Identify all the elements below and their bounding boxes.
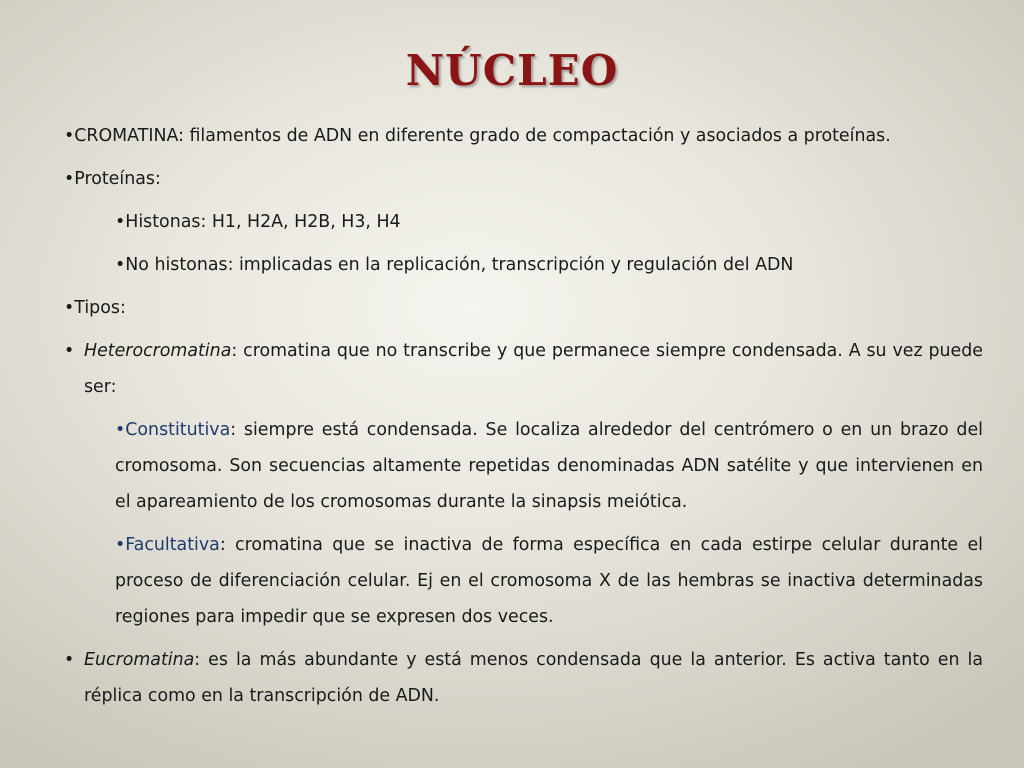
text-tipos: :	[119, 298, 126, 318]
term-histonas: Histonas	[125, 212, 201, 232]
term-cromatina: CROMATINA	[74, 126, 179, 146]
bullet-marker: •	[64, 169, 75, 189]
bullet-tipos	[64, 290, 983, 326]
slide-body	[64, 118, 983, 721]
bullet-marker: •	[64, 126, 75, 146]
bullet-proteinas	[64, 161, 983, 197]
text-eucromatina: : es la más abundante y está menos condensada que la anterior. Es activa tanto en la réplica como en la transcripción de ADN.	[84, 650, 983, 706]
bullet-constitutiva	[64, 412, 983, 520]
term-eucromatina: Eucromatina	[84, 650, 195, 670]
bullet-no-histonas	[64, 247, 983, 283]
text-facultativa: : cromatina que se inactiva de forma específica en cada estirpe celular durante el proceso de diferenciación celular. Ej en el cromosoma X de las hembras se inactiva determinadas regiones para impedir que se expresen dos veces.	[115, 535, 983, 627]
term-no-histonas: No histonas	[125, 255, 228, 275]
bullet-eucromatina	[64, 642, 983, 714]
bullet-marker: •	[64, 650, 75, 670]
bullet-histonas	[64, 204, 983, 240]
bullet-marker: •	[64, 298, 75, 318]
bullet-marker: •	[115, 212, 126, 232]
bullet-marker: •	[115, 420, 126, 440]
bullet-marker: •	[115, 535, 126, 555]
text-histonas: : H1, H2A, H2B, H3, H4	[200, 212, 401, 232]
text-constitutiva: : siempre está condensada. Se localiza alrededor del centrómero o en un brazo del cromosoma. Son secuencias altamente repetidas denominadas ADN satélite y que intervienen en el apareamiento de los cromosomas durante la sinapsis meiótica.	[115, 420, 983, 512]
text-heterocromatina: : cromatina que no transcribe y que permanece siempre condensada. A su vez puede ser:	[84, 341, 983, 397]
bullet-marker: •	[115, 255, 126, 275]
slide-title: NÚCLEO	[405, 46, 619, 95]
bullet-facultativa	[64, 527, 983, 635]
bullet-heterocromatina	[64, 333, 983, 405]
term-tipos: Tipos	[74, 298, 120, 318]
bullet-marker: •	[64, 341, 75, 361]
bullet-cromatina	[64, 118, 983, 154]
term-proteinas: Proteínas	[74, 169, 155, 189]
term-heterocromatina: Heterocromatina	[84, 341, 232, 361]
term-constitutiva: Constitutiva	[125, 420, 231, 440]
term-facultativa: Facultativa	[125, 535, 220, 555]
text-cromatina: : filamentos de ADN en diferente grado de compactación y asociados a proteínas.	[178, 126, 891, 146]
text-proteinas: :	[154, 169, 161, 189]
text-no-histonas: : implicadas en la replicación, transcripción y regulación del ADN	[227, 255, 794, 275]
